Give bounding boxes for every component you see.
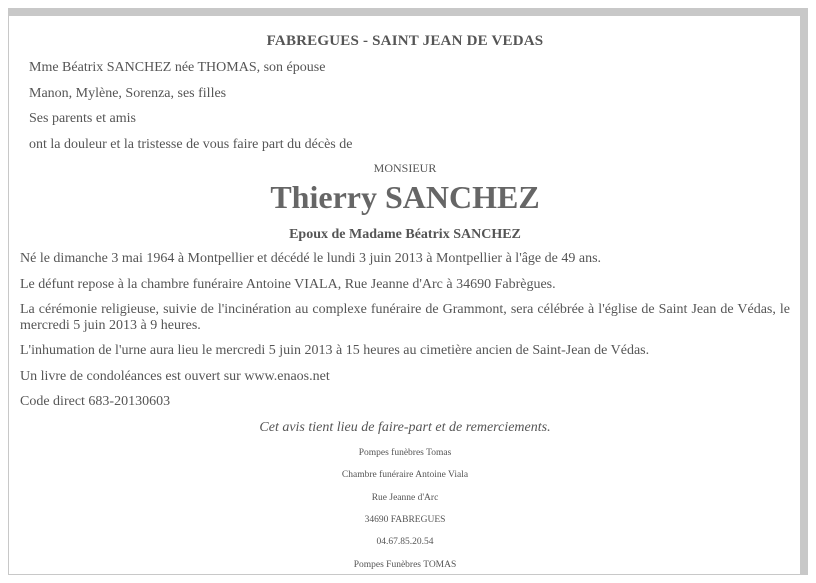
faire-part-note: Cet avis tient lieu de faire-part et de remerciements. <box>259 420 551 435</box>
ceremony-paragraph: La cérémonie religieuse, suivie de l'incinération au complexe funéraire de Grammont, sera célébrée à l'église de Saint Jean de Védas, le mercredi 5 juin 2013 à 9 heures. <box>20 302 790 333</box>
family-line: Manon, Mylène, Sorenza, ses filles <box>29 86 227 101</box>
birth-death-paragraph: Né le dimanche 3 mai 1964 à Montpellier et décédé le lundi 3 juin 2013 à Montpellier à l'âge de 49 ans. <box>20 251 602 266</box>
rest-place-paragraph: Le défunt repose à la chambre funéraire Antoine VIALA, Rue Jeanne d'Arc à 34690 Fabrègues. <box>20 277 556 292</box>
burial-paragraph: L'inhumation de l'urne aura lieu le mercredi 5 juin 2013 à 15 heures au cimetière ancien de Saint-Jean de Védas. <box>20 343 650 358</box>
notice-frame <box>8 8 808 575</box>
family-line: Ses parents et amis <box>29 111 136 126</box>
footer-line: Chambre funéraire Antoine Viala <box>341 470 469 480</box>
deceased-title: MONSIEUR <box>373 161 437 175</box>
direct-code: Code direct 683-20130603 <box>20 394 171 409</box>
condolence-paragraph: Un livre de condoléances est ouvert sur www.enaos.net <box>20 369 330 384</box>
deceased-name: Thierry SANCHEZ <box>270 179 540 215</box>
footer-line: Rue Jeanne d'Arc <box>371 493 439 503</box>
footer-line: 34690 FABREGUES <box>364 515 446 525</box>
family-line: ont la douleur et la tristesse de vous faire part du décès de <box>29 137 353 152</box>
footer-line: Pompes Funèbres TOMAS <box>353 560 457 570</box>
footer-phone: 04.67.85.20.54 <box>376 537 434 547</box>
notice-heading: FABREGUES - SAINT JEAN DE VEDAS <box>266 33 544 49</box>
spouse-line: Epoux de Madame Béatrix SANCHEZ <box>289 227 521 242</box>
footer-line: Pompes funèbres Tomas <box>358 448 452 458</box>
family-line: Mme Béatrix SANCHEZ née THOMAS, son épouse <box>29 60 326 75</box>
